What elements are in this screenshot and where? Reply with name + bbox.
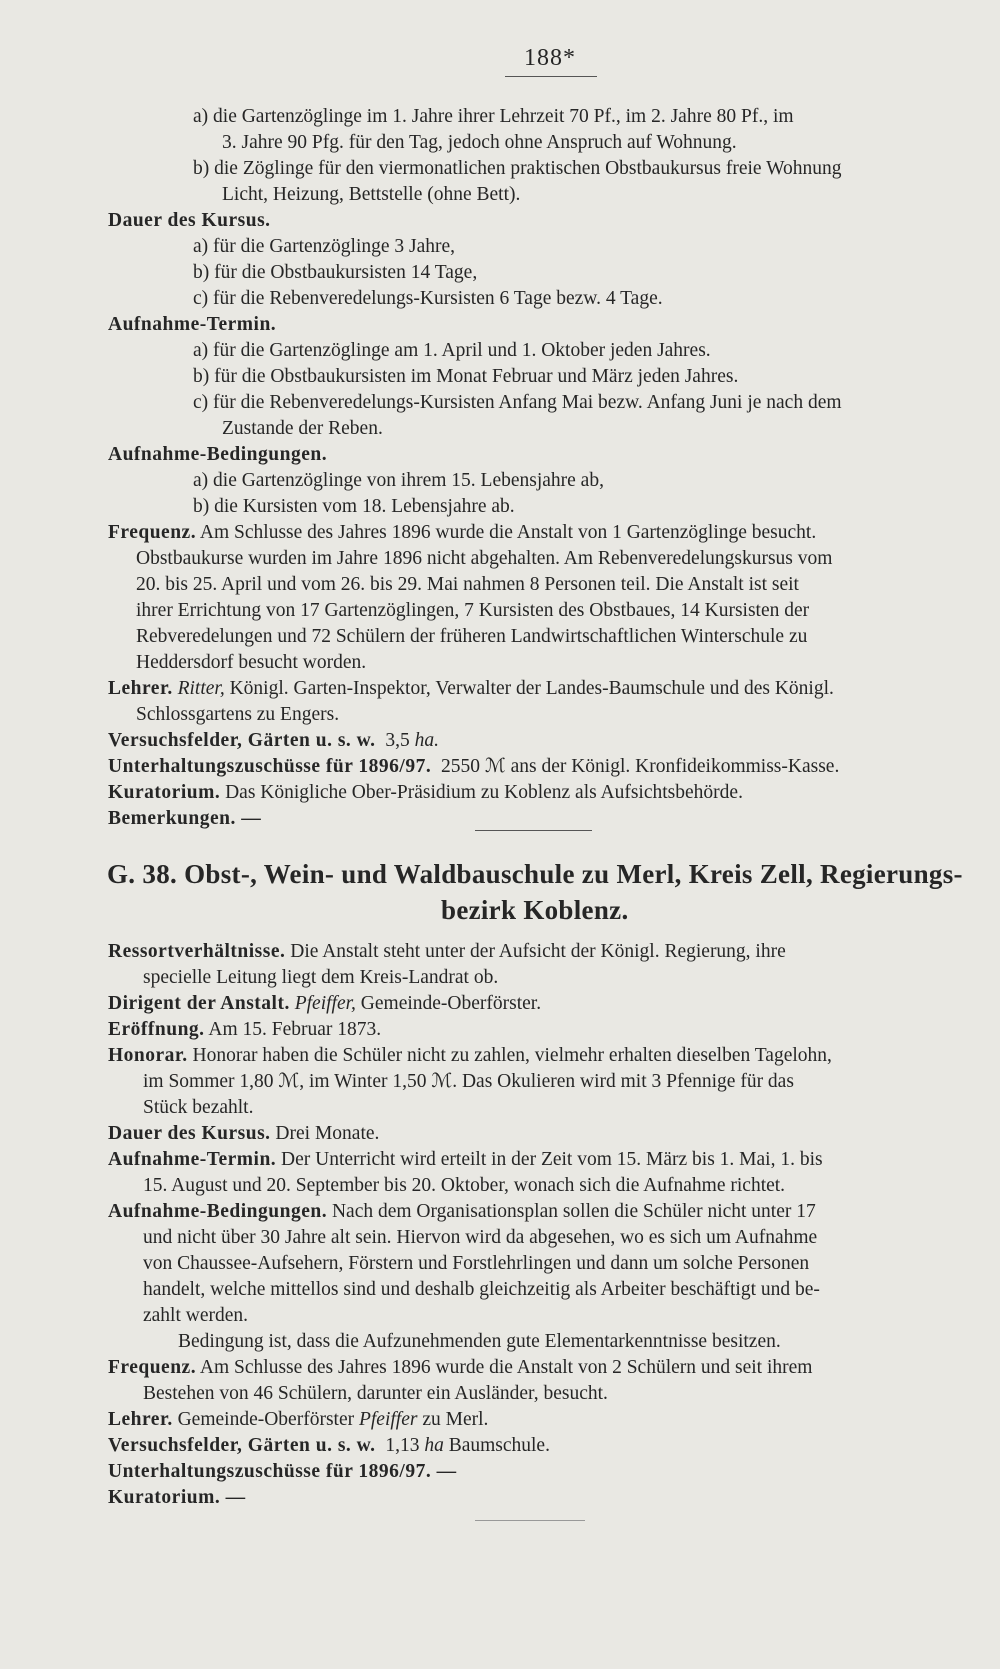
frequenz-text: Am Schlusse des Jahres 1896 wurde die Anstalt von 1 Gartenzöglinge besucht.	[199, 522, 817, 543]
heading-zuschuss: Unterhaltungszuschüsse für 1896/97.	[108, 756, 432, 777]
ressort-line	[108, 939, 786, 965]
dirigent-text: Gemeinde-Oberförster.	[360, 993, 542, 1014]
honorar-line	[108, 1043, 832, 1069]
text-line: Bedingung ist, dass die Aufzunehmenden gute Elementarkenntnisse besitzen.	[178, 1331, 781, 1352]
text-line: und nicht über 30 Jahre alt sein. Hiervon wird da abgesehen, wo es sich um Aufnahme	[143, 1227, 818, 1248]
frequenz-text-2: Am Schlusse des Jahres 1896 wurde die Anstalt von 2 Schülern und seit ihrem	[199, 1357, 813, 1378]
heading-frequenz-2: Frequenz.	[108, 1357, 197, 1378]
text-line: im Sommer 1,80 ℳ, im Winter 1,50 ℳ. Das Okulieren wird mit 3 Pfennige für das	[143, 1071, 794, 1092]
heading-aufnahme-termin: Aufnahme-Termin.	[108, 314, 277, 335]
page-number-rule	[505, 76, 597, 77]
text-line: Schlossgartens zu Engers.	[136, 704, 340, 725]
text-line: 3. Jahre 90 Pfg. für den Tag, jedoch ohne Anspruch auf Wohnung.	[222, 132, 737, 153]
heading-frequenz: Frequenz.	[108, 522, 197, 543]
teacher-name: Ritter,	[177, 678, 225, 699]
list-item: c) für die Rebenveredelungs-Kursisten 6 Tage bezw. 4 Tage.	[193, 288, 663, 309]
bedingungen-line	[108, 1199, 816, 1225]
area-value-2: 1,13	[385, 1435, 420, 1456]
dauer-text: Drei Monate.	[275, 1123, 380, 1144]
termin-line	[108, 1147, 823, 1173]
list-item: b) für die Obstbaukursisten 14 Tage,	[193, 262, 478, 283]
heading-versuchsfelder-2: Versuchsfelder, Gärten u. s. w.	[108, 1435, 376, 1456]
section-title: G. 38. Obst-, Wein- und Waldbauschule zu Merl, Kreis Zell, Regierungs-	[107, 859, 963, 889]
text-line: ihrer Errichtung von 17 Gartenzöglingen, 7 Kursisten des Obstbaues, 14 Kursisten der	[136, 600, 810, 621]
list-item: c) für die Rebenveredelungs-Kursisten Anfang Mai bezw. Anfang Juni je nach dem	[193, 392, 842, 413]
text-line: zahlt werden.	[143, 1305, 249, 1326]
heading-kuratorium-2: Kuratorium. —	[108, 1487, 246, 1508]
end-divider	[475, 1520, 585, 1521]
area-value: 3,5	[385, 730, 410, 751]
versuchsfelder-line	[108, 728, 439, 754]
text-line: Stück bezahlt.	[143, 1097, 254, 1118]
section-title-cont: bezirk Koblenz.	[441, 895, 629, 925]
heading-zuschuss-2: Unterhaltungszuschüsse für 1896/97. —	[108, 1461, 457, 1482]
heading-dauer-2: Dauer des Kursus.	[108, 1123, 271, 1144]
text-line: a) die Gartenzöglinge im 1. Jahre ihrer Lehrzeit 70 Pf., im 2. Jahre 80 Pf., im	[193, 106, 794, 127]
heading-lehrer-2: Lehrer.	[108, 1409, 173, 1430]
versuchsfelder-line-2	[108, 1433, 550, 1459]
teacher-name-2: Pfeiffer	[358, 1409, 418, 1430]
text-line: Obstbaukurse wurden im Jahre 1896 nicht abgehalten. Am Rebenveredelungskursus vom	[136, 548, 833, 569]
zuschuss-text: ans der Königl. Kronfideikommiss-Kasse.	[510, 756, 840, 777]
list-item: b) die Kursisten vom 18. Lebensjahre ab.	[193, 496, 515, 517]
honorar-text: Honorar haben die Schüler nicht zu zahlen, vielmehr erhalten dieselben Tagelohn,	[192, 1045, 832, 1066]
frequenz-line	[108, 520, 816, 546]
heading-ressort: Ressortverhältnisse.	[108, 941, 286, 962]
eroeffnung-line	[108, 1017, 381, 1043]
list-item: a) die Gartenzöglinge von ihrem 15. Lebensjahre ab,	[193, 470, 604, 491]
text-line: Licht, Heizung, Bettstelle (ohne Bett).	[222, 184, 521, 205]
lehrer-line	[108, 676, 834, 702]
list-item: a) für die Gartenzöglinge am 1. April und 1. Oktober jeden Jahres.	[193, 340, 711, 361]
text-line: b) die Zöglinge für den viermonatlichen praktischen Obstbaukursus freie Wohnung	[193, 158, 842, 179]
list-item: a) für die Gartenzöglinge 3 Jahre,	[193, 236, 456, 257]
director-name: Pfeiffer,	[294, 993, 356, 1014]
kuratorium-text: Das Königliche Ober-Präsidium zu Koblenz als Aufsichtsbehörde.	[225, 782, 743, 803]
heading-bedingungen-2: Aufnahme-Bedingungen.	[108, 1201, 328, 1222]
kuratorium-line	[108, 780, 743, 806]
frequenz-line-2	[108, 1355, 812, 1381]
section-divider	[475, 830, 592, 831]
heading-bemerkungen: Bemerkungen. —	[108, 808, 262, 829]
text-line: Bestehen von 46 Schülern, darunter ein Ausländer, besucht.	[143, 1383, 608, 1404]
area-unit-2: ha	[424, 1435, 444, 1456]
termin-text: Der Unterricht wird erteilt in der Zeit vom 15. März bis 1. Mai, 1. bis	[281, 1149, 823, 1170]
mark-symbol: ℳ	[484, 756, 506, 777]
text-line: Rebveredelungen und 72 Schülern der früheren Landwirtschaftlichen Winterschule zu	[136, 626, 808, 647]
heading-kuratorium: Kuratorium.	[108, 782, 221, 803]
heading-termin-2: Aufnahme-Termin.	[108, 1149, 277, 1170]
lehrer-text-2b: zu Merl.	[422, 1409, 489, 1430]
heading-dauer: Dauer des Kursus.	[108, 210, 271, 231]
heading-dirigent: Dirigent der Anstalt.	[108, 993, 290, 1014]
heading-versuchsfelder: Versuchsfelder, Gärten u. s. w.	[108, 730, 376, 751]
lehrer-text-2a: Gemeinde-Oberförster	[177, 1409, 355, 1430]
heading-lehrer: Lehrer.	[108, 678, 173, 699]
eroeffnung-text: Am 15. Februar 1873.	[208, 1019, 382, 1040]
heading-honorar: Honorar.	[108, 1045, 188, 1066]
text-line: handelt, welche mittellos sind und deshalb gleichzeitig als Arbeiter beschäftigt und be-	[143, 1279, 820, 1300]
versuch-text-2: Baumschule.	[448, 1435, 550, 1456]
dirigent-line	[108, 991, 541, 1017]
list-item: b) für die Obstbaukursisten im Monat Februar und März jeden Jahres.	[193, 366, 739, 387]
zuschuss-line	[108, 754, 839, 780]
heading-eroeffnung: Eröffnung.	[108, 1019, 205, 1040]
page-number: 188*	[524, 45, 576, 71]
text-line: 20. bis 25. April und vom 26. bis 29. Mai nahmen 8 Personen teil. Die Anstalt ist seit	[136, 574, 799, 595]
lehrer-text: Königl. Garten-Inspektor, Verwalter der Landes-Baumschule und des Königl.	[229, 678, 834, 699]
text-line: Heddersdorf besucht worden.	[136, 652, 367, 673]
lehrer-line-2	[108, 1407, 488, 1433]
list-item: Zustande der Reben.	[222, 418, 383, 439]
text-line: specielle Leitung liegt dem Kreis-Landrat ob.	[143, 967, 499, 988]
ressort-text: Die Anstalt steht unter der Aufsicht der Königl. Regierung, ihre	[290, 941, 786, 962]
text-line: von Chaussee-Aufsehern, Förstern und Forstlehrlingen und dann um solche Personen	[143, 1253, 810, 1274]
bedingungen-text: Nach dem Organisationsplan sollen die Schüler nicht unter 17	[331, 1201, 816, 1222]
heading-aufnahme-bedingungen: Aufnahme-Bedingungen.	[108, 444, 328, 465]
zuschuss-value: 2550	[440, 756, 480, 777]
text-line: 15. August und 20. September bis 20. Oktober, wonach sich die Aufnahme richtet.	[143, 1175, 786, 1196]
area-unit: ha.	[414, 730, 439, 751]
dauer-line	[108, 1121, 379, 1147]
